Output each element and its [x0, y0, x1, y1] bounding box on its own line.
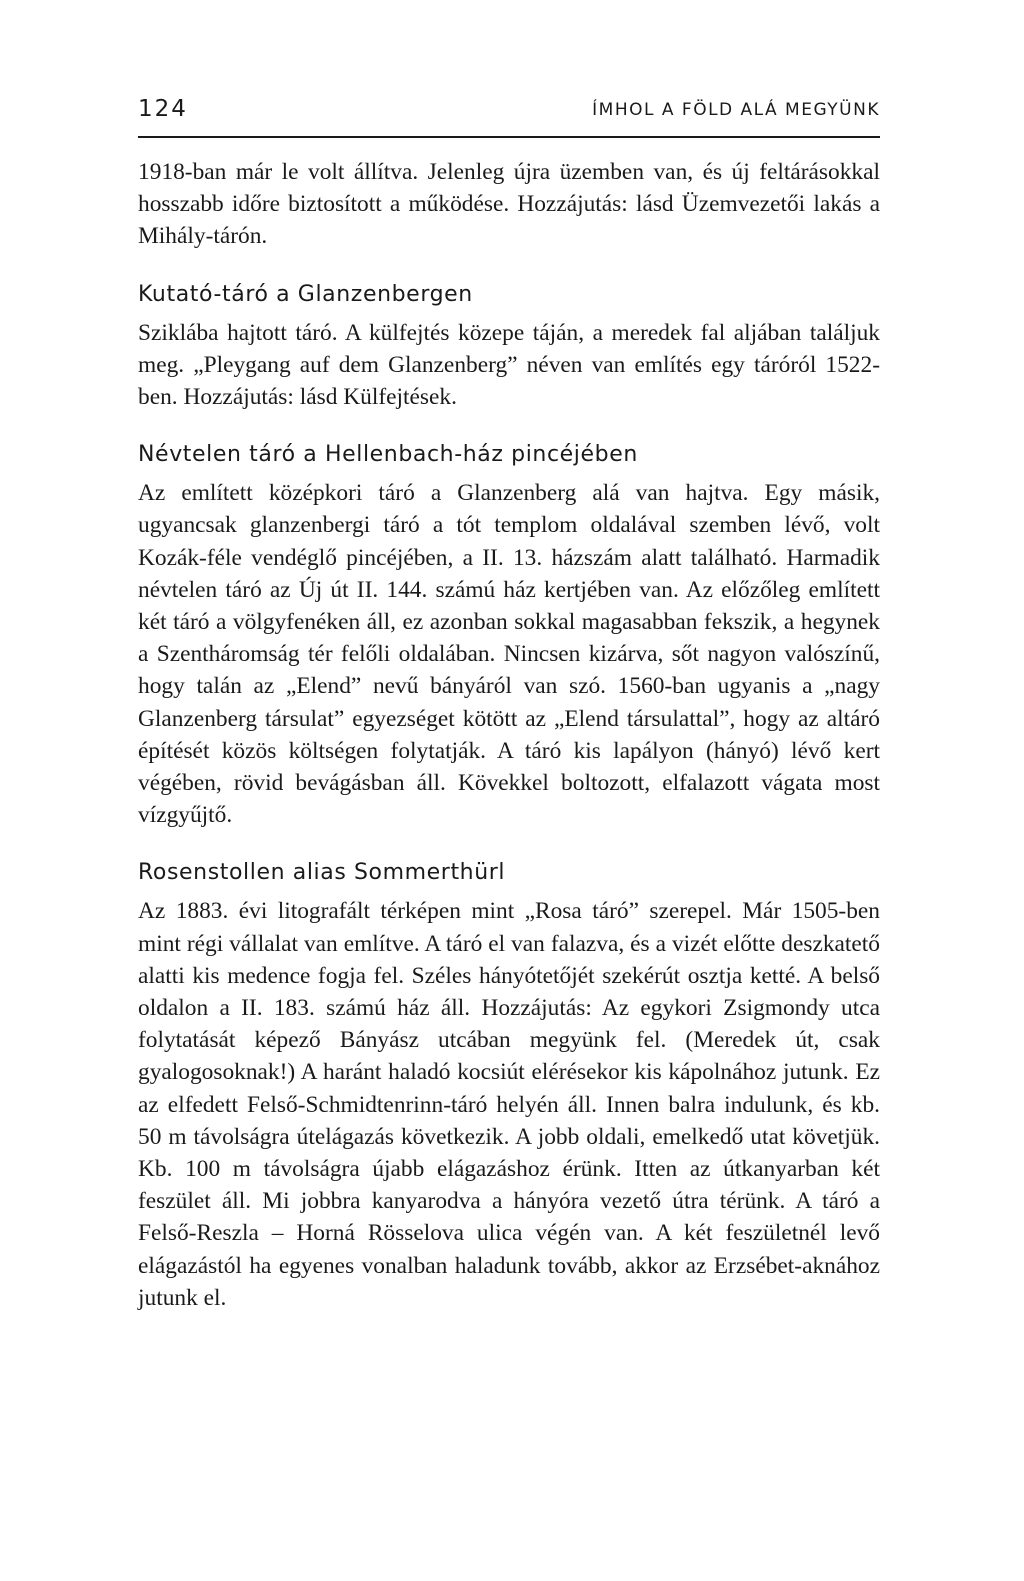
section-heading-kutato-taro: Kutató-táró a Glanzenbergen [138, 281, 473, 307]
section-text-rosenstollen: Az 1883. évi litografált térképen mint „Rosa táró” szerepel. Már 1505-ben mint régi vállalat van említve. A táró el van falazva, és a vizét előtte deszkatető alatti kis medence fogja fel. Széles hányótetőjét szekérút osztja ketté. A belső oldalon a II. 183. számú ház áll. Hozzájutás: Az egykori Zsigmondy utca folytatását képező Bányász utcában megyünk fel. (Meredek út, csak gyalogosoknak!) A haránt haladó kocsiút elérésekor kis kápolnához jutunk. Ez az elfedett Felső-Schmidtenrinn-táró helyén áll. Innen balra indulunk, és kb. 50 m távolságra útelágazás következik. A jobb oldali, emelkedő utat követjük. Kb. 100 m távolságra újabb elágazáshoz érünk. Itten az útkanyarban két feszület áll. Mi jobbra kanyarodva a hányóra vezető útra térünk. A táró a Felső-Reszla – Horná Rösselova ulica végén van. A két feszületnél levő elágazástól ha egyenes vonalban haladunk tovább, akkor az Erzsébet-aknához jutunk el. [138, 898, 880, 1311]
section-text-nevtelen-taro: Az említett középkori táró a Glanzenberg alá van hajtva. Egy másik, ugyancsak glanzenbergi táró a tót templom oldalával szemben lévő, volt Kozák-féle vendéglő pincéjében, a II. 13. házszám alatt található. Harmadik névtelen táró az Új út II. 144. számú ház kertjében van. Az előzőleg említett két táró a völgyfenéken áll, ez azonban sokkal magasabban fekszik, a hegynek a Szentháromság tér felőli oldalában. Nincsen kizárva, sőt nagyon valószínű, hogy talán az „Elend” nevű bányáról van szó. 1560-ban ugyanis a „nagy Glanzenberg társulat” egyezséget kötött az „Elend társulattal”, hogy az altáró építését közös költségen folytatják. A táró kis lapályon (hányó) lévő kert végében, rövid bevágásban áll. Kövekkel boltozott, elfalazott vágata most vízgyűjtő. [138, 480, 880, 829]
section-heading-rosenstollen: Rosenstollen alias Sommerthürl [138, 860, 506, 886]
running-title: ÍMHOL A FÖLD ALÁ MEGYÜNK [592, 100, 880, 120]
section-text-kutato-taro: Sziklába hajtott táró. A külfejtés közepe táján, a meredek fal aljában találjuk meg. „Pleygang auf dem Glanzenberg” néven van említés egy táróról 1522-ben. Hozzájutás: lásd Külfejtések. [138, 319, 880, 411]
page-content [138, 156, 880, 1314]
page-number: 124 [138, 96, 188, 122]
intro-paragraph: 1918-ban már le volt állítva. Jelenleg újra üzemben van, és új feltárásokkal hosszabb időre biztosított a működése. Hozzájutás: lásd Üzemvezetői lakás a Mihály-tárón. [138, 159, 880, 250]
section-heading-nevtelen-taro: Névtelen táró a Hellenbach-ház pincéjében [138, 442, 638, 468]
running-header [138, 96, 880, 138]
